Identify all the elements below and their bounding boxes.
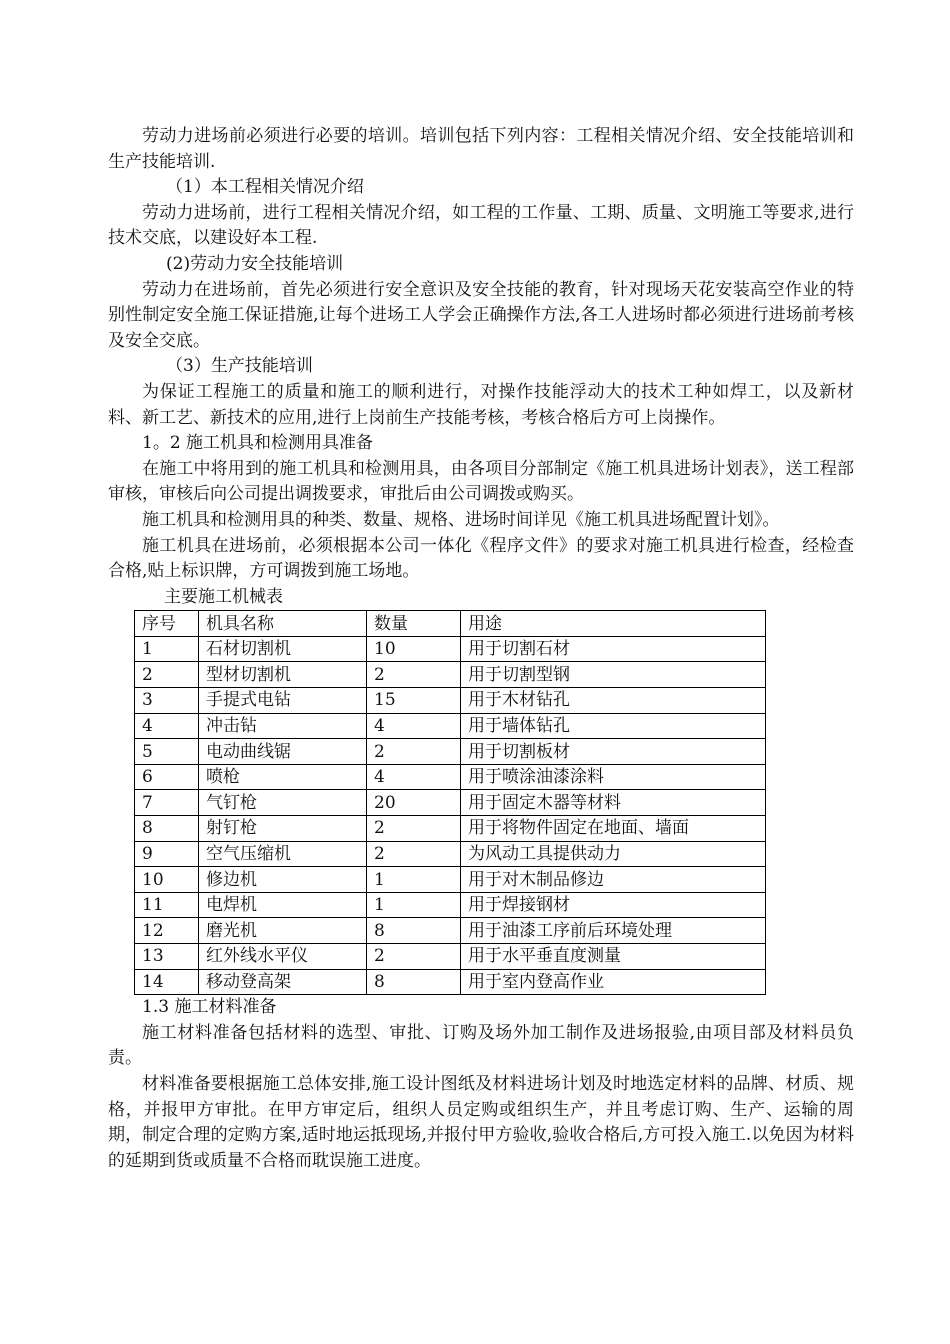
cell-index: 9 xyxy=(135,841,199,867)
table-row xyxy=(135,841,766,867)
cell-purpose: 用于喷涂油漆涂料 xyxy=(461,764,766,790)
cell-index: 12 xyxy=(135,918,199,944)
cell-index: 10 xyxy=(135,867,199,893)
table-row xyxy=(135,713,766,739)
cell-purpose: 用于墙体钻孔 xyxy=(461,713,766,739)
cell-quantity: 2 xyxy=(367,841,461,867)
cell-purpose: 用于切割型钢 xyxy=(461,662,766,688)
table-row xyxy=(135,969,766,995)
header-quantity: 数量 xyxy=(367,611,461,637)
cell-index: 4 xyxy=(135,713,199,739)
paragraph-tools-inspection: 施工机具在进场前，必须根据本公司一体化《程序文件》的要求对施工机具进行检查，经检查合格,贴上标识牌，方可调拨到施工场地。 xyxy=(108,535,854,582)
cell-quantity: 4 xyxy=(367,713,461,739)
cell-name: 电焊机 xyxy=(199,892,367,918)
table-row xyxy=(135,918,766,944)
cell-name: 红外线水平仪 xyxy=(199,944,367,970)
paragraph-materials-plan: 材料准备要根据施工总体安排,施工设计图纸及材料进场计划及时地选定材料的品牌、材质、规格，并报甲方审批。在甲方审定后，组织人员定购或组织生产，并且考虑订购、生产、运输的周期，制定合理的定购方案,适时地运抵现场,并报付甲方验收,验收合格后,方可投入施工.以免因为材料的延期到货或质量不合格而耽误施工进度。 xyxy=(108,1073,854,1171)
paragraph-project-intro: 劳动力进场前，进行工程相关情况介绍，如工程的工作量、工期、质量、文明施工等要求,进行技术交底，以建设好本工程. xyxy=(108,202,854,249)
cell-quantity: 2 xyxy=(367,739,461,765)
cell-name: 移动登高架 xyxy=(199,969,367,995)
cell-quantity: 2 xyxy=(367,662,461,688)
heading-project-intro: （1）本工程相关情况介绍 xyxy=(166,177,364,198)
cell-index: 2 xyxy=(135,662,199,688)
table-row xyxy=(135,790,766,816)
cell-index: 11 xyxy=(135,892,199,918)
cell-name: 手提式电钻 xyxy=(199,688,367,714)
cell-purpose: 用于油漆工序前后环境处理 xyxy=(461,918,766,944)
header-purpose: 用途 xyxy=(461,611,766,637)
header-name: 机具名称 xyxy=(199,611,367,637)
paragraph-tools-plan: 在施工中将用到的施工机具和检测用具，由各项目分部制定《施工机具进场计划表》，送工程部审核，审核后向公司提出调拨要求，审批后由公司调拨或购买。 xyxy=(108,458,854,505)
cell-name: 型材切割机 xyxy=(199,662,367,688)
table-row xyxy=(135,867,766,893)
cell-purpose: 用于切割板材 xyxy=(461,739,766,765)
cell-quantity: 2 xyxy=(367,944,461,970)
document-page xyxy=(108,124,854,1174)
cell-name: 石材切割机 xyxy=(199,636,367,662)
cell-index: 1 xyxy=(135,636,199,662)
cell-name: 喷枪 xyxy=(199,764,367,790)
cell-quantity: 8 xyxy=(367,918,461,944)
paragraph-materials-scope: 施工材料准备包括材料的选型、审批、订购及场外加工制作及进场报验,由项目部及材料员负责。 xyxy=(108,1022,854,1069)
cell-purpose: 为风动工具提供动力 xyxy=(461,841,766,867)
heading-production-training: （3）生产技能培训 xyxy=(166,356,313,377)
cell-quantity: 1 xyxy=(367,867,461,893)
cell-index: 5 xyxy=(135,739,199,765)
paragraph-safety-training: 劳动力在进场前，首先必须进行安全意识及安全技能的教育，针对现场天花安装高空作业的特别性制定安全施工保证措施,让每个进场工人学会正确操作方法,各工人进场时都必须进行进场前考核及安全交底。 xyxy=(108,279,854,351)
paragraph-production-training: 为保证工程施工的质量和施工的顺利进行，对操作技能浮动大的技术工种如焊工，以及新材料、新工艺、新技术的应用,进行上岗前生产技能考核，考核合格后方可上岗操作。 xyxy=(108,381,854,428)
table-row xyxy=(135,739,766,765)
cell-index: 8 xyxy=(135,816,199,842)
cell-quantity: 4 xyxy=(367,764,461,790)
cell-index: 7 xyxy=(135,790,199,816)
cell-name: 气钉枪 xyxy=(199,790,367,816)
cell-quantity: 1 xyxy=(367,892,461,918)
cell-name: 磨光机 xyxy=(199,918,367,944)
cell-name: 射钉枪 xyxy=(199,816,367,842)
cell-purpose: 用于木材钻孔 xyxy=(461,688,766,714)
cell-index: 13 xyxy=(135,944,199,970)
cell-purpose: 用于焊接钢材 xyxy=(461,892,766,918)
intro-paragraph-training: 劳动力进场前必须进行必要的培训。培训包括下列内容：工程相关情况介绍、安全技能培训和生产技能培训. xyxy=(108,126,854,172)
section-title-materials: 1.3 施工材料准备 xyxy=(142,997,277,1018)
cell-purpose: 用于室内登高作业 xyxy=(461,969,766,995)
machinery-table xyxy=(134,610,766,995)
table-row xyxy=(135,892,766,918)
cell-purpose: 用于将物件固定在地面、墙面 xyxy=(461,816,766,842)
section-title-tools: 1。2 施工机具和检测用具准备 xyxy=(142,433,374,454)
table-row xyxy=(135,688,766,714)
table-header-row xyxy=(135,611,766,637)
cell-name: 空气压缩机 xyxy=(199,841,367,867)
heading-safety-training: (2)劳动力安全技能培训 xyxy=(166,253,344,274)
table-row xyxy=(135,816,766,842)
table-row xyxy=(135,636,766,662)
cell-index: 3 xyxy=(135,688,199,714)
paragraph-tools-types: 施工机具和检测用具的种类、数量、规格、进场时间详见《施工机具进场配置计划》。 xyxy=(142,509,780,530)
table-row xyxy=(135,764,766,790)
cell-index: 6 xyxy=(135,764,199,790)
table-row xyxy=(135,944,766,970)
cell-index: 14 xyxy=(135,969,199,995)
cell-quantity: 15 xyxy=(367,688,461,714)
header-index: 序号 xyxy=(135,611,199,637)
cell-purpose: 用于对木制品修边 xyxy=(461,867,766,893)
cell-quantity: 20 xyxy=(367,790,461,816)
table-caption: 主要施工机械表 xyxy=(164,586,283,607)
cell-quantity: 2 xyxy=(367,816,461,842)
cell-name: 修边机 xyxy=(199,867,367,893)
cell-purpose: 用于切割石材 xyxy=(461,636,766,662)
cell-name: 电动曲线锯 xyxy=(199,739,367,765)
cell-purpose: 用于固定木器等材料 xyxy=(461,790,766,816)
cell-name: 冲击钻 xyxy=(199,713,367,739)
cell-purpose: 用于水平垂直度测量 xyxy=(461,944,766,970)
table-row xyxy=(135,662,766,688)
cell-quantity: 8 xyxy=(367,969,461,995)
cell-quantity: 10 xyxy=(367,636,461,662)
